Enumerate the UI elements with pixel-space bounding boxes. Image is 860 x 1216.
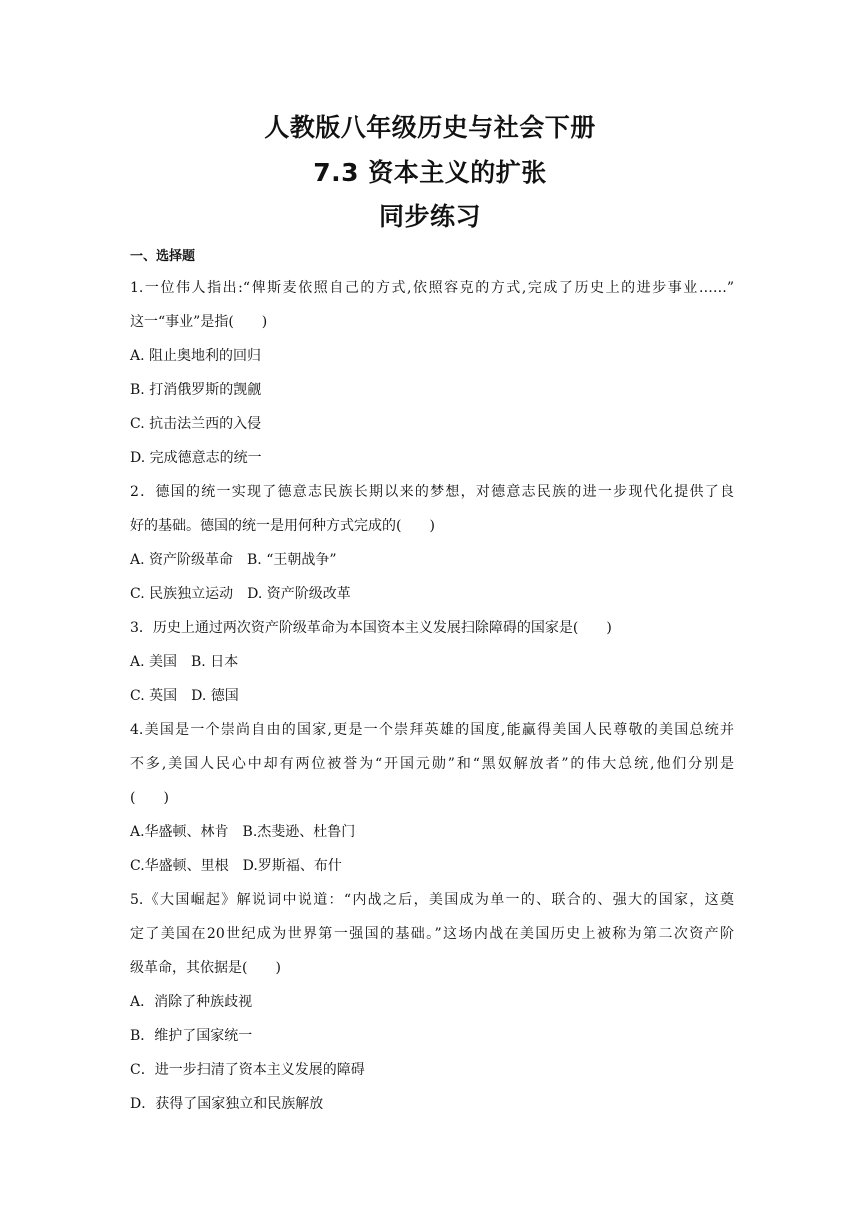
question-5 <box>130 883 734 1121</box>
document-title <box>0 108 860 237</box>
question-1-option-d: D. 完成德意志的统一 <box>130 450 262 466</box>
question-4-options-cd: C.华盛顿、里根 D.罗斯福、布什 <box>130 858 342 874</box>
title-line-1: 人教版八年级历史与社会下册 <box>264 113 596 142</box>
question-3-stem-line-1: 3．历史上通过两次资产阶级革命为本国资本主义发展扫除障碍的国家是( ) <box>130 620 612 636</box>
question-4-stem-line-2: 不多,美国人民心中却有两位被誉为“开国元勋”和“黑奴解放者”的伟大总统,他们分别是 <box>130 756 734 772</box>
question-5-option-d: D．获得了国家独立和民族解放 <box>130 1096 324 1112</box>
question-4 <box>130 713 734 883</box>
question-1-option-c: C. 抗击法兰西的入侵 <box>130 416 262 432</box>
question-1-stem-line-1: 1.一位伟人指出:“俾斯麦依照自己的方式,依照容克的方式,完成了历史上的进步事业……” <box>130 280 734 296</box>
question-3-options-cd: C. 英国 D. 德国 <box>130 688 239 704</box>
question-2-stem-line-1: 2．德国的统一实现了德意志民族长期以来的梦想，对德意志民族的进一步现代化提供了良 <box>130 484 734 500</box>
question-5-stem-line-3: 级革命，其依据是( ) <box>130 960 281 976</box>
question-2 <box>130 475 734 611</box>
question-5-stem-line-2: 定了美国在20世纪成为世界第一强国的基础。”这场内战在美国历史上被称为第二次资产阶 <box>130 926 734 942</box>
section-heading: 一、选择题 <box>130 249 196 264</box>
question-4-stem-line-1: 4.美国是一个崇尚自由的国家,更是一个崇拜英雄的国度,能赢得美国人民尊敬的美国总统并 <box>130 722 734 738</box>
title-line-2: 7.3 资本主义的扩张 <box>313 158 547 187</box>
title-line-3: 同步练习 <box>378 202 481 231</box>
question-5-option-b: B．维护了国家统一 <box>130 1028 253 1044</box>
question-1-stem-line-2: 这一“事业”是指( ) <box>130 314 268 330</box>
question-3-options-ab: A. 美国 B. 日本 <box>130 654 239 670</box>
question-3 <box>130 611 734 713</box>
question-5-stem-line-1: 5.《大国崛起》解说词中说道：“内战之后，美国成为单一的、联合的、强大的国家，这奠 <box>130 892 734 908</box>
question-1-option-a: A. 阻止奥地利的回归 <box>130 348 262 364</box>
question-2-options-ab: A. 资产阶级革命 B. “王朝战争” <box>130 552 337 568</box>
question-2-stem-line-2: 好的基础。德国的统一是用何种方式完成的( ) <box>130 518 435 534</box>
question-2-options-cd: C. 民族独立运动 D. 资产阶级改革 <box>130 586 351 602</box>
question-4-stem-line-3: ( ) <box>130 790 169 806</box>
document-body <box>130 243 734 1121</box>
question-5-option-a: A．消除了种族歧视 <box>130 994 253 1010</box>
question-4-options-ab: A.华盛顿、林肯 B.杰斐逊、杜鲁门 <box>130 824 356 840</box>
question-1-option-b: B. 打消俄罗斯的觊觎 <box>130 382 262 398</box>
question-5-option-c: C．进一步扫清了资本主义发展的障碍 <box>130 1062 365 1078</box>
question-1 <box>130 271 734 475</box>
